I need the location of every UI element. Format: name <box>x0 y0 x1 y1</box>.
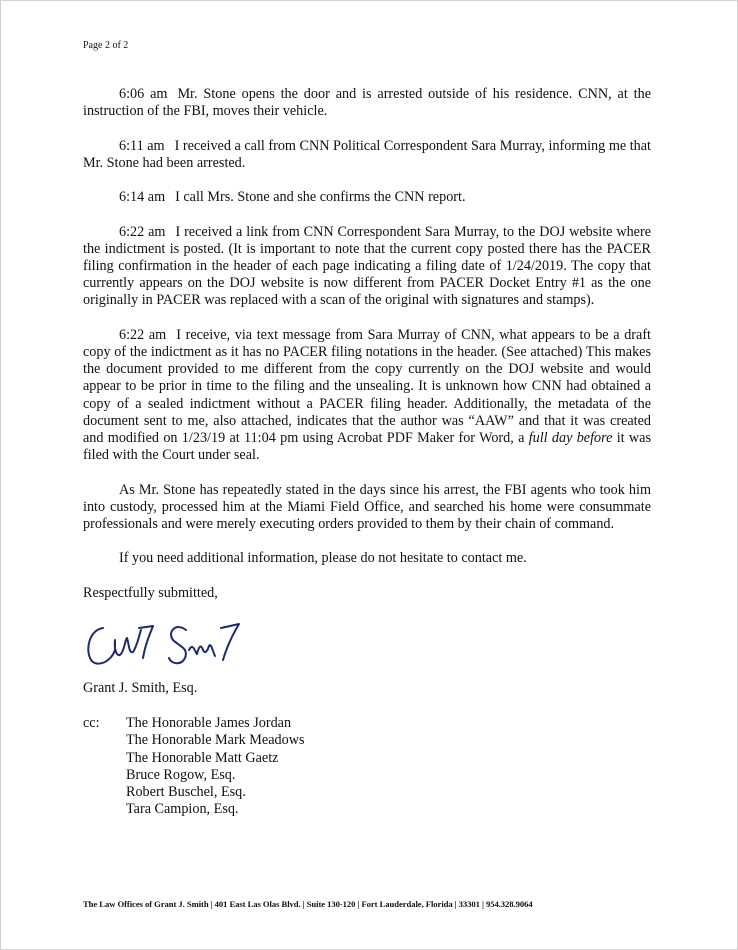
timeline-entry <box>83 86 651 120</box>
emphasis-text: full day before <box>528 430 613 446</box>
contact-paragraph: If you need additional information, please do not hesitate to contact me. <box>119 550 527 567</box>
entry-time: 6:22 am <box>119 223 166 240</box>
letterhead-footer: The Law Offices of Grant J. Smith | 401 East Las Olas Blvd. | Suite 130-120 | Fort Lauderdale, Florida | 33301 | 954.328.9064 <box>83 899 533 909</box>
cc-recipient: The Honorable James Jordan <box>126 715 292 732</box>
entry-text: I call Mrs. Stone and she confirms the CNN report. <box>175 189 466 206</box>
cc-recipient: Robert Buschel, Esq. <box>126 784 246 800</box>
entry-time: 6:06 am <box>119 86 168 102</box>
fbi-statement-paragraph: As Mr. Stone has repeatedly stated in the days since his arrest, the FBI agents who took him into custody, processed him at the Miami Field Office, and searched his home were consummate professionals and were merely executing orders provided to them by their chain of command. <box>83 481 651 532</box>
cc-recipient: The Honorable Mark Meadows <box>126 732 305 749</box>
timeline-entry <box>83 138 651 172</box>
entry-text: I receive, via text message from Sara Murray of CNN, what appears to be a draft copy of the indictment as it has no PACER filing notations in the header. (See attached) This makes the document provided to me different from the copy currently on the DOJ website and would appear to be prior in time to the filing and the unsealing. It is unknown how CNN had obtained a copy of a sealed indictment without a PACER filing header. Additionally, the metadata of the document sent to me, also attached, indicates that the author was “AAW” and that it was created and modified on 1/23/19 at 11:04 pm using Acrobat PDF Maker for Word, a <box>83 326 651 446</box>
entry-text: I received a link from CNN Correspondent Sara Murray, to the DOJ website where the indictment is posted. (It is important to note that the current copy posted there has the PACER filing confirmation in the header of each page indicating a filing date of 1/24/2019. The copy that currently appears on the DOJ website is now different from PACER Docket Entry #1 as the one originally in PACER was replaced with a scan of the original with signatures and stamps). <box>83 223 651 309</box>
signature-icon <box>81 610 261 670</box>
letter-body <box>83 86 651 818</box>
timeline-entry <box>83 189 651 206</box>
entry-time: 6:14 am <box>119 189 166 206</box>
cc-section <box>83 715 651 818</box>
cc-label: cc: <box>83 715 100 732</box>
entry-text-end: it was filed with the Court under seal. <box>83 430 651 464</box>
cc-recipient: Bruce Rogow, Esq. <box>126 766 236 783</box>
cc-recipient: The Honorable Matt Gaetz <box>126 749 279 766</box>
page-number: Page 2 of 2 <box>83 40 129 51</box>
timeline-entry <box>83 327 651 465</box>
entry-text: I received a call from CNN Political Correspondent Sara Murray, informing me that Mr. Stone had been arrested. <box>83 137 651 171</box>
entry-time: 6:22 am <box>119 326 167 343</box>
cc-recipient: Tara Campion, Esq. <box>126 801 239 818</box>
signer-name: Grant J. Smith, Esq. <box>83 679 198 696</box>
closing-salutation: Respectfully submitted, <box>83 584 218 601</box>
entry-time: 6:11 am <box>119 137 165 154</box>
entry-text: Mr. Stone opens the door and is arrested outside of his residence. CNN, at the instruction of the FBI, moves their vehicle. <box>83 86 651 120</box>
timeline-entry <box>83 224 651 310</box>
cc-recipient-list <box>126 715 304 818</box>
